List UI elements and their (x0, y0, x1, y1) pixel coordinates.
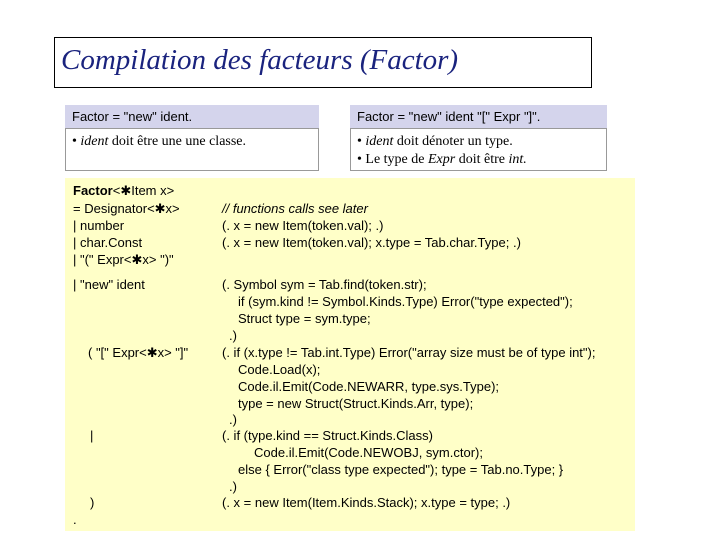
grammar-line: | "new" ident (73, 277, 145, 292)
semantic-line: type = new Struct(Struct.Kinds.Arr, type); (238, 396, 474, 411)
title-box (54, 37, 592, 88)
condition-text: doit dénoter un type. (396, 134, 513, 149)
int-term: int. (508, 152, 527, 167)
grammar-line: = Designator<✱x> (73, 201, 180, 216)
expr-term: Expr (428, 152, 456, 167)
right-condition-1 (357, 133, 606, 151)
semantic-line: (. Symbol sym = Tab.find(token.str); (222, 277, 427, 292)
right-condition-box (350, 128, 607, 171)
semantic-line: Struct type = sym.type; (238, 311, 371, 326)
ident-term: ident (80, 134, 109, 149)
grammar-line: | "(" Expr<✱x> ")" (73, 252, 174, 267)
semantic-line: .) (229, 412, 237, 427)
semantic-line: else { Error("class type expected"); type = Tab.no.Type; } (238, 462, 564, 477)
left-condition (72, 133, 318, 151)
right-production-header: Factor = "new" ident "[" Expr "]". (350, 105, 607, 128)
semantic-line: Code.il.Emit(Code.NEWARR, type.sys.Type); (238, 379, 500, 394)
semantic-line: (. if (x.type != Tab.int.Type) Error("array size must be of type int"); (222, 345, 596, 360)
grammar-line: | char.Const (73, 235, 143, 250)
semantic-line: Code.il.Emit(Code.NEWOBJ, sym.ctor); (254, 445, 483, 460)
semantic-line: (. if (type.kind == Struct.Kinds.Class) (222, 428, 433, 443)
factor-attribute: <✱Item x> (112, 183, 175, 198)
grammar-line: | (90, 428, 94, 443)
bullet: • (357, 134, 362, 149)
semantic-line: .) (229, 479, 237, 494)
grammar-factor-line (73, 183, 174, 199)
semantic-line: (. x = new Item(token.val); .) (222, 218, 384, 233)
semantic-line: Code.Load(x); (238, 362, 321, 377)
grammar-line: ( "[" Expr<✱x> "]" (88, 345, 189, 360)
slide-title: Compilation des facteurs (Factor) (61, 44, 459, 76)
ident-term: ident (365, 134, 394, 149)
left-condition-box (65, 128, 319, 171)
condition-prefix: Le type de (365, 152, 425, 167)
right-condition-2 (357, 151, 606, 169)
semantic-line: if (sym.kind != Symbol.Kinds.Type) Error("type expected"); (238, 294, 573, 309)
semantic-comment: // functions calls see later (222, 201, 368, 216)
semantic-line: (. x = new Item(token.val); x.type = Tab.char.Type; .) (222, 235, 521, 250)
semantic-line: .) (229, 328, 237, 343)
factor-keyword: Factor (73, 183, 113, 198)
left-production-header: Factor = "new" ident. (65, 105, 319, 128)
semantic-line: (. x = new Item(Item.Kinds.Stack); x.type = type; .) (222, 495, 511, 510)
condition-mid: doit être (458, 152, 505, 167)
grammar-line: | number (73, 218, 125, 233)
grammar-line: . (73, 512, 77, 527)
condition-text: doit être une une classe. (111, 134, 247, 149)
bullet: • (72, 134, 77, 149)
grammar-line: ) (90, 495, 95, 510)
bullet: • (357, 152, 362, 167)
